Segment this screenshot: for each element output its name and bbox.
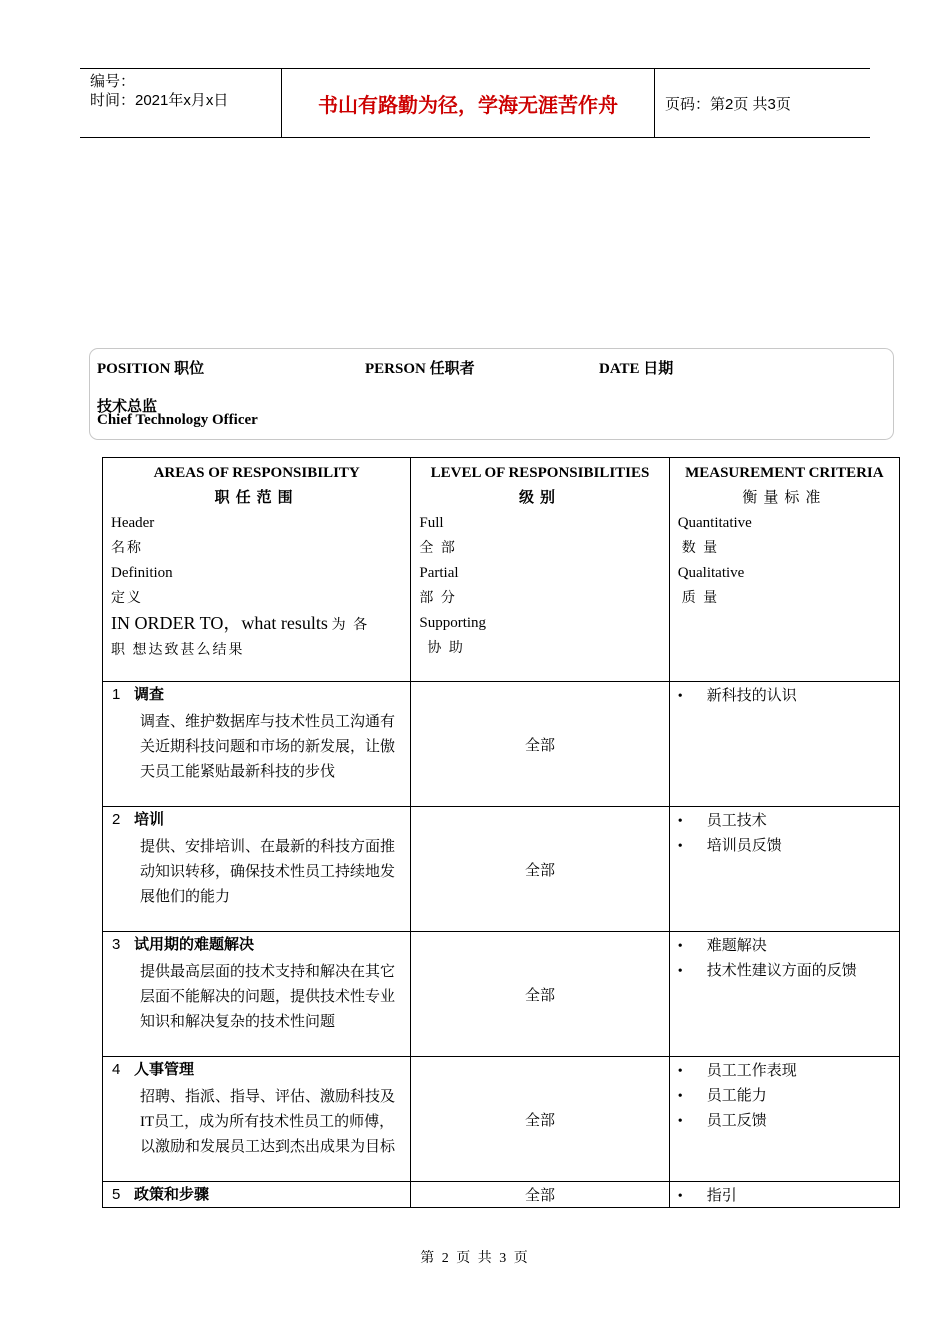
- criteria-cell: [669, 1182, 899, 1208]
- level-cell: [411, 682, 669, 807]
- level-supporting-cn: 协 助: [427, 641, 465, 656]
- criteria-list: [678, 934, 857, 984]
- area-cell: [103, 682, 411, 807]
- criteria-cell: [669, 1057, 899, 1182]
- level-value: 全部: [525, 988, 556, 1004]
- area-title: 人事管理: [134, 1061, 195, 1078]
- level-header-cell: [411, 458, 669, 682]
- area-cell: [103, 1182, 411, 1208]
- area-number: 3: [112, 936, 121, 953]
- area-number: 1: [112, 686, 121, 703]
- areas-definition-cn: 定义: [111, 591, 143, 606]
- list-item: • 员工技术: [678, 809, 782, 834]
- level-full-cn: 全 部: [419, 541, 457, 556]
- level-partial-cn: 部 分: [419, 591, 457, 606]
- measurement-qualitative-cn: 质 量: [681, 591, 720, 606]
- criteria-cell: [669, 682, 899, 807]
- measurement-header-cell: [669, 458, 899, 682]
- level-supporting-en: Supporting: [419, 615, 487, 631]
- page-header: [80, 68, 870, 138]
- level-value: 全部: [525, 738, 556, 754]
- list-item: • 难题解决: [678, 934, 857, 959]
- criteria-list: [678, 1059, 797, 1134]
- areas-purpose-en: IN ORDER TO，what results: [111, 613, 328, 633]
- position-name-en: Chief Technology Officer: [97, 412, 258, 428]
- areas-title-cn: 职任范围: [214, 490, 299, 506]
- table-row: [103, 682, 900, 807]
- criteria-cell: [669, 807, 899, 932]
- level-cell: [411, 1057, 669, 1182]
- list-item: • 员工能力: [678, 1084, 797, 1109]
- area-title: 培训: [134, 811, 165, 828]
- area-number: 2: [112, 811, 121, 828]
- level-title: LEVEL OF RESPONSIBILITIES: [430, 465, 650, 481]
- area-number: 4: [112, 1061, 121, 1078]
- areas-title: AREAS OF RESPONSIBILITY: [153, 465, 360, 481]
- level-cell: [411, 1182, 669, 1208]
- list-item: • 新科技的认识: [678, 684, 797, 709]
- table-row: [103, 1182, 900, 1208]
- measurement-title-cn: 衡量标准: [742, 490, 827, 506]
- area-cell: [103, 1057, 411, 1182]
- level-partial-en: Partial: [419, 565, 459, 581]
- level-value: 全部: [525, 863, 556, 879]
- position-name-cn: 技术总监: [97, 399, 158, 415]
- number-label: 编号：: [90, 73, 136, 90]
- area-title: 试用期的难题解决: [134, 936, 255, 953]
- list-item: • 指引: [678, 1184, 737, 1209]
- header-motto: 书山有路勤为径，学海无涯苦作舟: [282, 69, 655, 137]
- table-header-row: [103, 458, 900, 682]
- level-cell: [411, 932, 669, 1057]
- table-row: [103, 932, 900, 1057]
- responsibility-table: [102, 457, 900, 1208]
- area-description: 提供、安排培训、在最新的科技方面推动知识转移，确保技术性员工持续地发展他们的能力: [140, 839, 396, 905]
- header-meta: [80, 69, 282, 137]
- measurement-quantitative-en: Quantitative: [677, 515, 752, 531]
- area-cell: [103, 932, 411, 1057]
- page-footer: 第 2 页 共 3 页: [420, 1251, 530, 1266]
- level-cell: [411, 807, 669, 932]
- measurement-qualitative-en: Qualitative: [677, 565, 745, 581]
- area-title: 政策和步骤: [134, 1186, 210, 1203]
- area-title: 调查: [134, 686, 165, 703]
- measurement-title: MEASUREMENT CRITERIA: [685, 465, 884, 481]
- criteria-list: [678, 1184, 737, 1209]
- criteria-list: [678, 684, 797, 709]
- area-cell: [103, 807, 411, 932]
- level-value: 全部: [525, 1113, 556, 1129]
- position-box: [89, 348, 894, 440]
- criteria-cell: [669, 932, 899, 1057]
- criteria-list: [678, 809, 782, 859]
- time-label: 时间：2021年x月x日: [90, 92, 229, 109]
- date-label: DATE 日期: [599, 361, 674, 377]
- person-label: PERSON 任职者: [365, 361, 475, 377]
- level-title-cn: 级别: [519, 490, 562, 506]
- areas-header-cn: 名称: [111, 541, 143, 556]
- areas-header-en: Header: [111, 515, 155, 531]
- position-label: POSITION 职位: [97, 361, 205, 377]
- measurement-quantitative-cn: 数 量: [681, 541, 720, 556]
- table-row: [103, 1057, 900, 1182]
- area-description: 提供最高层面的技术支持和解决在其它层面不能解决的问题，提供技术性专业知识和解决复杂的技术性问题: [140, 964, 396, 1030]
- areas-header-cell: [103, 458, 411, 682]
- area-description: 调查、维护数据库与技术性员工沟通有关近期科技问题和市场的新发展，让傲天员工能紧贴最新科技的步伐: [140, 714, 396, 780]
- areas-purpose-cn-a: 为 各: [331, 618, 370, 633]
- area-description: 招聘、指派、指导、评估、激励科技及IT员工，成为所有技术性员工的师傅，以激励和发展员工达到杰出成果为目标: [140, 1089, 396, 1155]
- level-full-en: Full: [419, 515, 444, 531]
- list-item: • 技术性建议方面的反馈: [678, 959, 857, 984]
- area-number: 5: [112, 1186, 121, 1203]
- list-item: • 员工工作表现: [678, 1059, 797, 1084]
- level-value: 全部: [525, 1188, 556, 1204]
- areas-definition-en: Definition: [111, 565, 173, 581]
- header-page-info: 页码：第2页 共3页: [665, 95, 791, 113]
- areas-purpose-cn-b: 职 想达致甚么结果: [111, 643, 245, 658]
- list-item: • 培训员反馈: [678, 834, 782, 859]
- table-row: [103, 807, 900, 932]
- list-item: • 员工反馈: [678, 1109, 797, 1134]
